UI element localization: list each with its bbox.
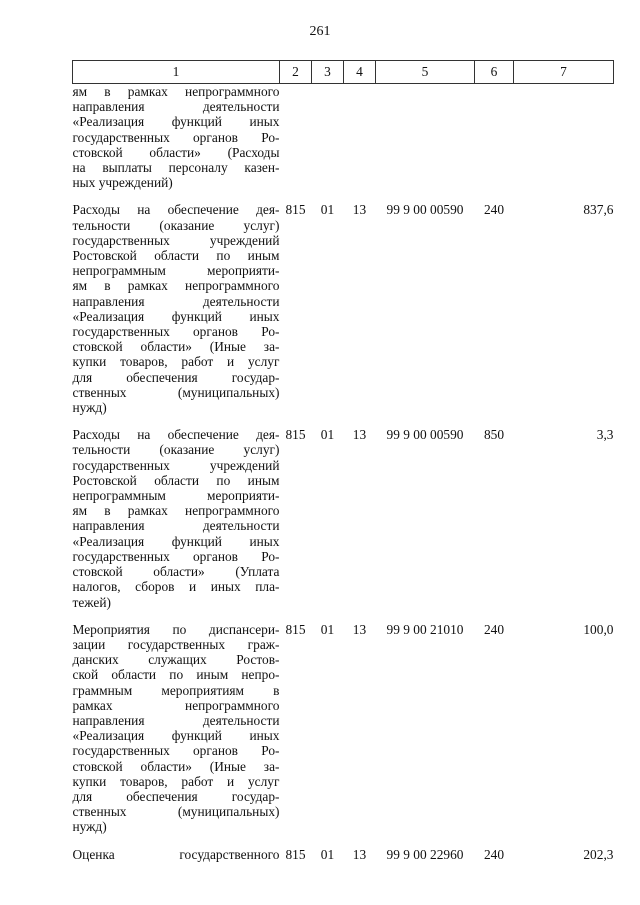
description-line: государственных органов Ро- — [72, 324, 280, 340]
row-description — [73, 202, 280, 415]
description-line: нужд) — [72, 400, 107, 416]
subsection-code: 13 — [352, 621, 367, 637]
row-spacer — [73, 610, 614, 622]
description-line: Расходы на обеспечение дея- — [72, 427, 280, 443]
amount — [514, 84, 614, 191]
description-line: Оценка государственного — [72, 846, 280, 862]
target-article-code: 99 9 00 00590 — [386, 202, 464, 218]
header-cell-2: 2 — [280, 61, 312, 84]
expense-type-code: 240 — [483, 621, 505, 637]
budget-table — [72, 60, 614, 862]
amount: 837,6 — [583, 202, 614, 218]
target-article-code: 99 9 00 00590 — [386, 427, 464, 443]
ministry-code: 815 — [285, 202, 306, 218]
target-article-code — [376, 84, 475, 191]
section-code: 01 — [320, 621, 335, 637]
description-line: Мероприятия по диспансери- — [72, 621, 280, 637]
section-code: 01 — [320, 202, 335, 218]
description-line: ственных (муниципальных) — [72, 804, 280, 820]
row-description — [73, 84, 280, 191]
target-article-code: 99 9 00 21010 — [386, 621, 464, 637]
description-line: государственных органов Ро- — [72, 129, 280, 145]
section-code — [312, 84, 344, 191]
description-line: нужд) — [72, 819, 107, 835]
target-article-code: 99 9 00 22960 — [386, 846, 464, 862]
header-cell-1: 1 — [73, 61, 280, 84]
page-number: 261 — [309, 24, 331, 39]
description-line: непрограммным мероприяти- — [72, 263, 280, 279]
section-code: 01 — [320, 427, 335, 443]
header-cell-7: 7 — [514, 61, 614, 84]
row-spacer — [73, 835, 614, 847]
expense-type-code: 240 — [483, 846, 505, 862]
description-line: стовской области» (Уплата — [72, 564, 280, 580]
description-line: государственных органов Ро- — [72, 743, 280, 759]
row-spacer — [73, 415, 614, 427]
description-line: на выплаты персоналу казен- — [72, 160, 280, 176]
ministry-code — [280, 84, 312, 191]
description-line: стовской области» (Иные за- — [72, 339, 280, 355]
ministry-code: 815 — [285, 846, 306, 862]
description-line: тельности (оказание услуг) — [72, 442, 280, 458]
description-line: для обеспечения государ- — [72, 788, 280, 804]
description-line: «Реализация функций иных — [72, 308, 280, 324]
description-line: купки товаров, работ и услуг — [72, 354, 280, 370]
description-line: направления деятельности — [72, 712, 280, 728]
description-line: ям в рамках непрограммного — [72, 503, 280, 519]
table-row — [73, 427, 614, 609]
description-line: ям в рамках непрограммного — [72, 84, 280, 99]
subsection-code: 13 — [352, 846, 367, 862]
description-line: данских служащих Ростов- — [72, 652, 280, 668]
row-description — [73, 427, 280, 609]
description-line: тельности (оказание услуг) — [72, 217, 280, 233]
table-row — [73, 84, 614, 191]
ministry-code: 815 — [285, 427, 306, 443]
ministry-code: 815 — [285, 621, 306, 637]
subsection-code: 13 — [352, 427, 367, 443]
description-line: направления деятельности — [72, 518, 280, 534]
description-line: государственных учреждений — [72, 232, 280, 248]
subsection-code — [344, 84, 376, 191]
header-cell-4: 4 — [344, 61, 376, 84]
description-line: государственных учреждений — [72, 457, 280, 473]
description-line: купки товаров, работ и услуг — [72, 773, 280, 789]
description-line: стовской области» (Иные за- — [72, 758, 280, 774]
description-line: для обеспечения государ- — [72, 369, 280, 385]
table-row — [73, 622, 614, 835]
amount: 100,0 — [583, 621, 614, 637]
description-line: «Реализация функций иных — [72, 728, 280, 744]
expense-type-code: 240 — [483, 202, 505, 218]
description-line: направления деятельности — [72, 99, 280, 115]
description-line: Расходы на обеспечение дея- — [72, 202, 280, 218]
description-line: ных учреждений) — [72, 175, 173, 191]
header-cell-5: 5 — [376, 61, 475, 84]
table-row — [73, 202, 614, 415]
header-cell-3: 3 — [312, 61, 344, 84]
table-body — [73, 84, 614, 862]
description-line: государственных органов Ро- — [72, 548, 280, 564]
description-line: ской области по иным непро- — [72, 667, 280, 683]
description-line: непрограммным мероприяти- — [72, 488, 280, 504]
row-spacer — [73, 190, 614, 202]
description-line: тежей) — [72, 594, 111, 610]
description-line: Ростовской области по иным — [72, 248, 280, 264]
description-line: стовской области» (Расходы — [72, 144, 280, 160]
description-line: «Реализация функций иных — [72, 533, 280, 549]
header-row — [73, 61, 614, 84]
description-line: зации государственных граж- — [72, 636, 280, 652]
header-cell-6: 6 — [475, 61, 514, 84]
subsection-code: 13 — [352, 202, 367, 218]
section-code: 01 — [320, 846, 335, 862]
expense-type-code — [475, 84, 514, 191]
amount: 3,3 — [596, 427, 614, 443]
amount: 202,3 — [583, 846, 614, 862]
description-line: направления деятельности — [72, 293, 280, 309]
description-line: «Реализация функций иных — [72, 114, 280, 130]
table-row — [73, 847, 614, 862]
description-line: рамках непрограммного — [72, 697, 280, 713]
description-line: налогов, сборов и иных пла- — [72, 579, 280, 595]
description-line: граммным мероприятиям в — [72, 682, 280, 698]
description-line: ственных (муниципальных) — [72, 384, 280, 400]
expense-type-code: 850 — [483, 427, 505, 443]
description-line: Ростовской области по иным — [72, 472, 280, 488]
row-description — [73, 847, 280, 862]
description-line: ям в рамках непрограммного — [72, 278, 280, 294]
row-description — [73, 622, 280, 835]
